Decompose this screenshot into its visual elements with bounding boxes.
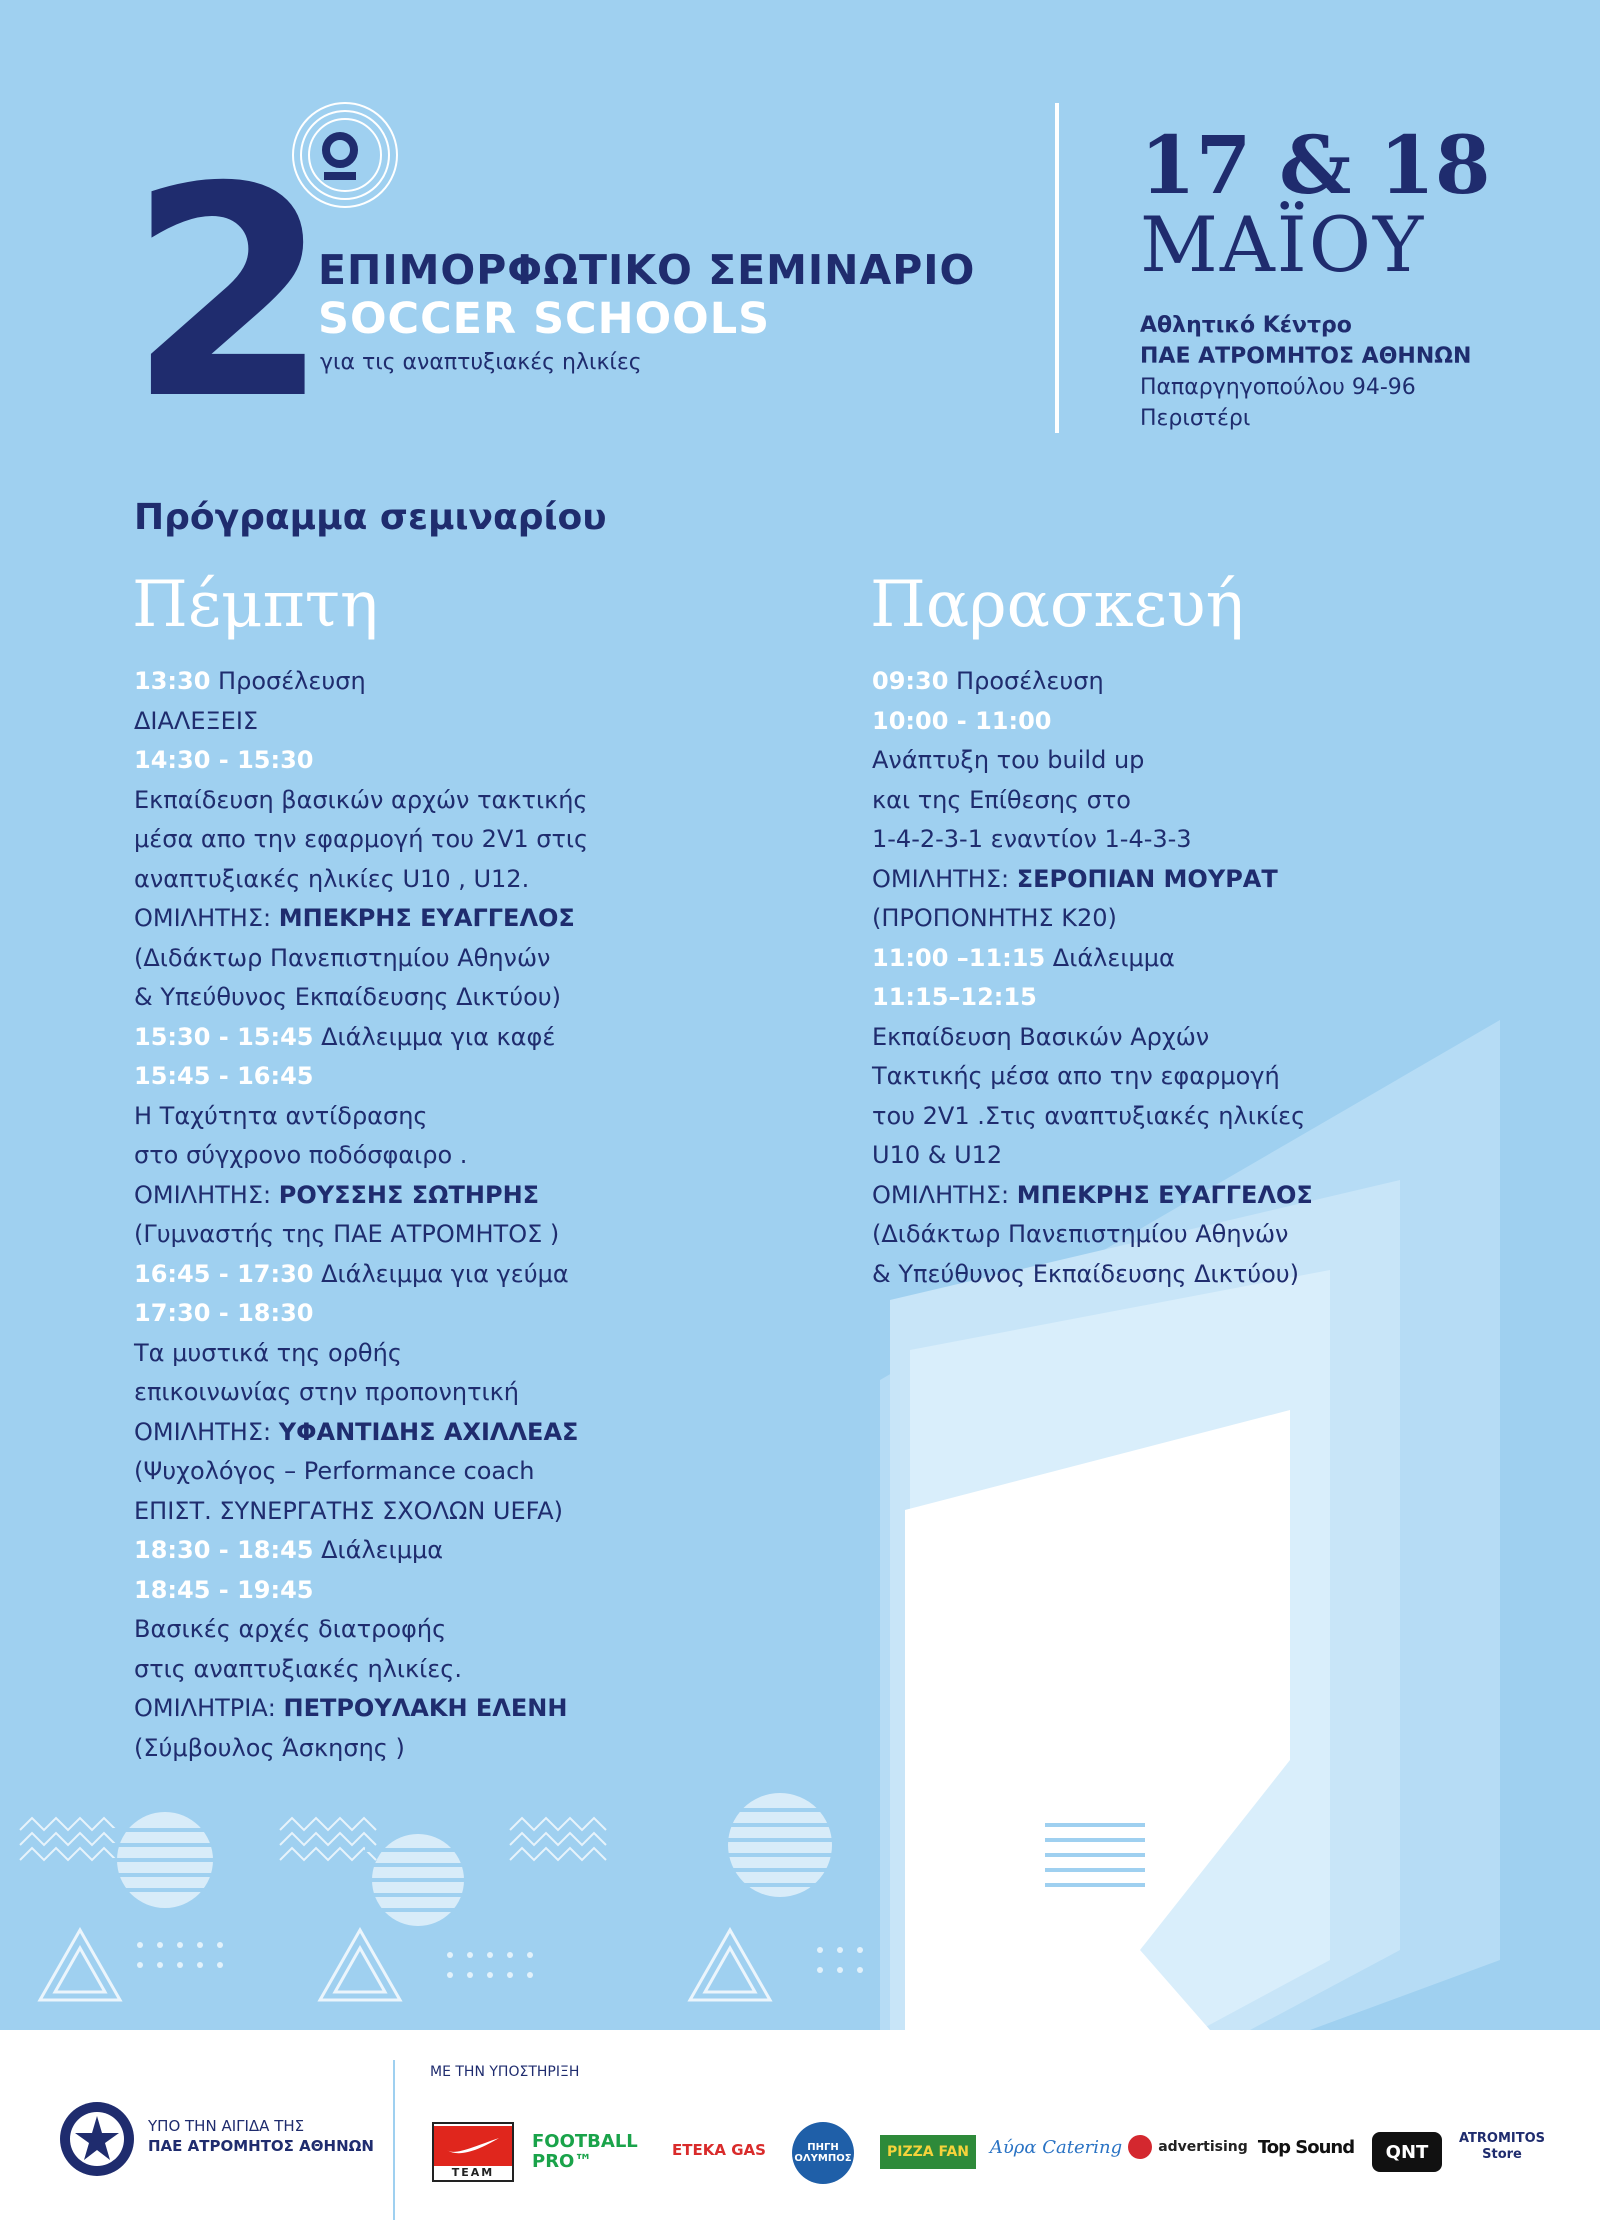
program-title: Πρόγραμμα σεμιναρίου	[134, 497, 607, 538]
schedule-line	[872, 820, 1313, 860]
schedule-line	[872, 1018, 1313, 1058]
atromitos-crest-icon	[58, 2100, 136, 2178]
schedule-text: Εκπαίδευση Βασικών Αρχών	[872, 1022, 1210, 1051]
schedule-text: αναπτυξιακές ηλικίες U10 , U12.	[134, 864, 530, 893]
aegis-line2: ΠΑΕ ΑΤΡΟΜΗΤΟΣ ΑΘΗΝΩΝ	[148, 2137, 374, 2155]
schedule-line	[872, 978, 1313, 1018]
friday-schedule	[872, 662, 1313, 1294]
schedule-time: 14:30 - 15:30	[134, 746, 314, 774]
thursday-heading: Πέμπτη	[132, 568, 379, 642]
swoosh-icon	[434, 2126, 512, 2166]
schedule-text: ΔΙΑΛΕΞΕΙΣ	[134, 706, 259, 735]
schedule-text: μέσα απο την εφαρμογή του 2V1 στις	[134, 825, 589, 853]
friday-heading: Παρασκευή	[870, 568, 1244, 642]
schedule-line	[134, 1334, 588, 1374]
schedule-line	[134, 1452, 588, 1492]
schedule-line	[134, 1610, 588, 1650]
sponsor-nike-logo	[432, 2122, 514, 2182]
ordinal-circles-icon	[290, 100, 400, 210]
schedule-text: Διάλειμμα για γεύμα	[313, 1259, 569, 1288]
speaker-name: ΡΟΥΣΣΗΣ ΣΩΤΗΡΗΣ	[278, 1180, 540, 1209]
schedule-line	[872, 1057, 1313, 1097]
sponsor-gm-text: advertising	[1158, 2139, 1248, 2155]
schedule-text: Διάλειμμα	[313, 1536, 444, 1564]
aegis-line1: ΥΠΟ ΤΗΝ ΑΙΓΙΔΑ ΤΗΣ	[148, 2117, 305, 2135]
seminar-title: ΕΠΙΜΟΡΦΩΤΙΚΟ ΣΕΜΙΝΑΡΙΟ	[318, 246, 976, 294]
triangle-pattern	[40, 1930, 770, 2000]
sponsor-olympos-logo: ΠΗΓΗ ΟΛΥΜΠΟΣ	[792, 2122, 854, 2184]
schedule-line	[134, 1215, 588, 1255]
sponsor-gm-logo	[1128, 2122, 1248, 2172]
sponsor-topsound-logo: Top Sound	[1257, 2136, 1355, 2158]
schedule-line	[872, 1097, 1313, 1137]
speaker-name: ΣΕΡΟΠΙΑΝ ΜΟΥΡΑΤ	[1016, 864, 1278, 893]
footer-divider	[393, 2060, 395, 2220]
schedule-text: του 2V1 .Στις αναπτυξιακές ηλικίες	[872, 1101, 1306, 1130]
footer	[0, 2030, 1600, 2240]
venue-block	[1140, 310, 1471, 434]
schedule-text: & Υπεύθυνος Εκπαίδευσης Δικτύου)	[134, 983, 562, 1011]
schedule-line	[134, 1729, 588, 1769]
schedule-line	[872, 899, 1313, 939]
schedule-line	[872, 702, 1313, 742]
speaker-label: ΟΜΙΛΗΤΗΣ:	[134, 1180, 279, 1209]
schedule-line	[134, 1294, 588, 1334]
schedule-text: και της Επίθεσης στο	[872, 785, 1131, 814]
schedule-text: ΕΠΙΣΤ. ΣΥΝΕΡΓΑΤΗΣ ΣΧΟΛΩΝ UEFA)	[134, 1496, 564, 1525]
schedule-text: (Ψυχολόγος – Performance coach	[134, 1457, 535, 1485]
speaker-name: ΜΠΕΚΡΗΣ ΕΥΑΓΓΕΛΟΣ	[278, 904, 575, 932]
schedule-time: 16:45 - 17:30	[134, 1259, 314, 1288]
schedule-line	[872, 1136, 1313, 1176]
schedule-time: 15:45 - 16:45	[134, 1062, 314, 1090]
schedule-time: 18:45 - 19:45	[134, 1575, 314, 1604]
schedule-text: Τακτικής μέσα απο την εφαρμογή	[872, 1062, 1280, 1090]
schedule-time: 10:00 - 11:00	[872, 706, 1052, 735]
schedule-time: 15:30 - 15:45	[134, 1022, 314, 1051]
schedule-line	[134, 1373, 588, 1413]
schedule-text: (Διδάκτωρ Πανεπιστημίου Αθηνών	[872, 1220, 1289, 1248]
schedule-text: & Υπεύθυνος Εκπαίδευσης Δικτύου)	[872, 1259, 1300, 1288]
venue-city: Περιστέρι	[1140, 406, 1251, 431]
schedule-line	[134, 1018, 588, 1058]
event-days: 17 & 18	[1140, 118, 1491, 212]
schedule-line	[134, 899, 588, 939]
schedule-line	[134, 702, 588, 742]
schedule-time: 13:30	[134, 667, 211, 695]
schedule-text: (Γυμναστής της ΠΑΕ ΑΤΡΟΜΗΤΟΣ )	[134, 1220, 560, 1248]
schedule-line	[134, 978, 588, 1018]
aegis-text	[148, 2116, 374, 2156]
schedule-line	[872, 1176, 1313, 1216]
sponsor-avra-logo: Αύρα Catering	[989, 2136, 1123, 2158]
speaker-label: ΟΜΙΛΗΤΗΣ:	[872, 1180, 1017, 1209]
schedule-text: Τα μυστικά της ορθής	[134, 1338, 402, 1367]
schedule-line	[872, 662, 1313, 702]
venue-address: Παπαργηγοπούλου 94-96	[1140, 375, 1416, 400]
speaker-name: ΜΠΕΚΡΗΣ ΕΥΑΓΓΕΛΟΣ	[1016, 1180, 1313, 1209]
schedule-line	[134, 662, 588, 702]
sponsor-footballpro-logo: FOOTBALL PRO™	[532, 2131, 638, 2172]
schedule-line	[134, 1571, 588, 1611]
speaker-name: ΥΦΑΝΤΙΔΗΣ ΑΧΙΛΛΕΑΣ	[278, 1417, 579, 1446]
schedule-line	[872, 741, 1313, 781]
schedule-line	[134, 1650, 588, 1690]
schedule-line	[134, 939, 588, 979]
schedule-line	[872, 1215, 1313, 1255]
speaker-label: ΟΜΙΛΗΤΡΙΑ:	[134, 1694, 284, 1722]
schedule-line	[134, 1255, 588, 1295]
schedule-line	[134, 1689, 588, 1729]
venue-club: ΠΑΕ ΑΤΡΟΜΗΤΟΣ ΑΘΗΝΩΝ	[1140, 344, 1472, 369]
schedule-line	[134, 1492, 588, 1532]
schedule-line	[134, 860, 588, 900]
schedule-time: 11:15–12:15	[872, 983, 1037, 1011]
schedule-text: Η Ταχύτητα αντίδρασης	[134, 1101, 428, 1130]
schedule-line	[134, 1531, 588, 1571]
speaker-label: ΟΜΙΛΗΤΗΣ:	[872, 864, 1017, 893]
schedule-time: 11:00 –11:15	[872, 943, 1046, 972]
venue-name: Αθλητικό Κέντρο	[1140, 313, 1352, 338]
schedule-text: Εκπαίδευση βασικών αρχών τακτικής	[134, 785, 588, 814]
schedule-text: (Σύμβουλος Άσκησης )	[134, 1733, 405, 1762]
schedule-line	[134, 1176, 588, 1216]
sponsor-nike-text: TEAM	[451, 2165, 495, 2179]
schedule-time: 17:30 - 18:30	[134, 1299, 314, 1327]
gm-icon	[1128, 2135, 1152, 2159]
schedule-text: Διάλειμμα	[1045, 943, 1175, 972]
schedule-line	[872, 860, 1313, 900]
seminar-tagline: για τις αναπτυξιακές ηλικίες	[320, 350, 642, 375]
schedule-line	[134, 1136, 588, 1176]
schedule-text: (Διδάκτωρ Πανεπιστημίου Αθηνών	[134, 943, 551, 972]
schedule-text: στις αναπτυξιακές ηλικίες.	[134, 1654, 462, 1683]
schedule-text: Προσέλευση	[948, 667, 1104, 695]
sponsor-eteka-logo: ETEKA GAS	[672, 2141, 766, 2159]
schedule-text: Προσέλευση	[210, 667, 366, 695]
schedule-line	[872, 939, 1313, 979]
schedule-text: επικοινωνίας στην προπονητική	[134, 1378, 520, 1406]
schedule-time: 18:30 - 18:45	[134, 1536, 314, 1564]
support-label: ΜΕ ΤΗΝ ΥΠΟΣΤΗΡΙΞΗ	[430, 2064, 580, 2080]
sponsor-atromitos-store-logo: ATROMITOS Store	[1458, 2131, 1546, 2162]
speaker-label: ΟΜΙΛΗΤΗΣ:	[134, 1417, 279, 1446]
sponsor-pizzafan-logo: PIZZA FAN	[880, 2135, 976, 2169]
schedule-line	[134, 820, 588, 860]
schedule-line	[134, 781, 588, 821]
schedule-text: Ανάπτυξη του build up	[872, 746, 1145, 774]
speaker-name: ΠΕΤΡΟΥΛΑΚΗ ΕΛΕΝΗ	[283, 1694, 568, 1722]
event-month: ΜΑΪΟΥ	[1140, 200, 1426, 289]
schedule-line	[134, 1413, 588, 1453]
schedule-line	[872, 1255, 1313, 1295]
header-divider	[1055, 103, 1059, 433]
speaker-label: ΟΜΙΛΗΤΗΣ:	[134, 904, 279, 932]
schedule-line	[134, 1097, 588, 1137]
schedule-line	[134, 741, 588, 781]
schedule-text: Διάλειμμα για καφέ	[313, 1022, 556, 1051]
schedule-text: στο σύγχρονο ποδόσφαιρο .	[134, 1141, 468, 1169]
schedule-line	[134, 1057, 588, 1097]
schedule-time: 09:30	[872, 667, 949, 695]
schedule-text: Βασικές αρχές διατροφής	[134, 1615, 447, 1643]
schedule-line	[872, 781, 1313, 821]
schedule-text: 1-4-2-3-1 εναντίον 1-4-3-3	[872, 825, 1192, 853]
thursday-schedule	[134, 662, 588, 1768]
seminar-subtitle-brand: SOCCER SCHOOLS	[318, 294, 771, 344]
schedule-text: (ΠΡΟΠΟΝΗΤΗΣ Κ20)	[872, 904, 1117, 932]
sponsor-qnt-logo: QNT	[1372, 2132, 1442, 2172]
edition-number: 2	[128, 126, 322, 463]
schedule-text: U10 & U12	[872, 1141, 1003, 1169]
